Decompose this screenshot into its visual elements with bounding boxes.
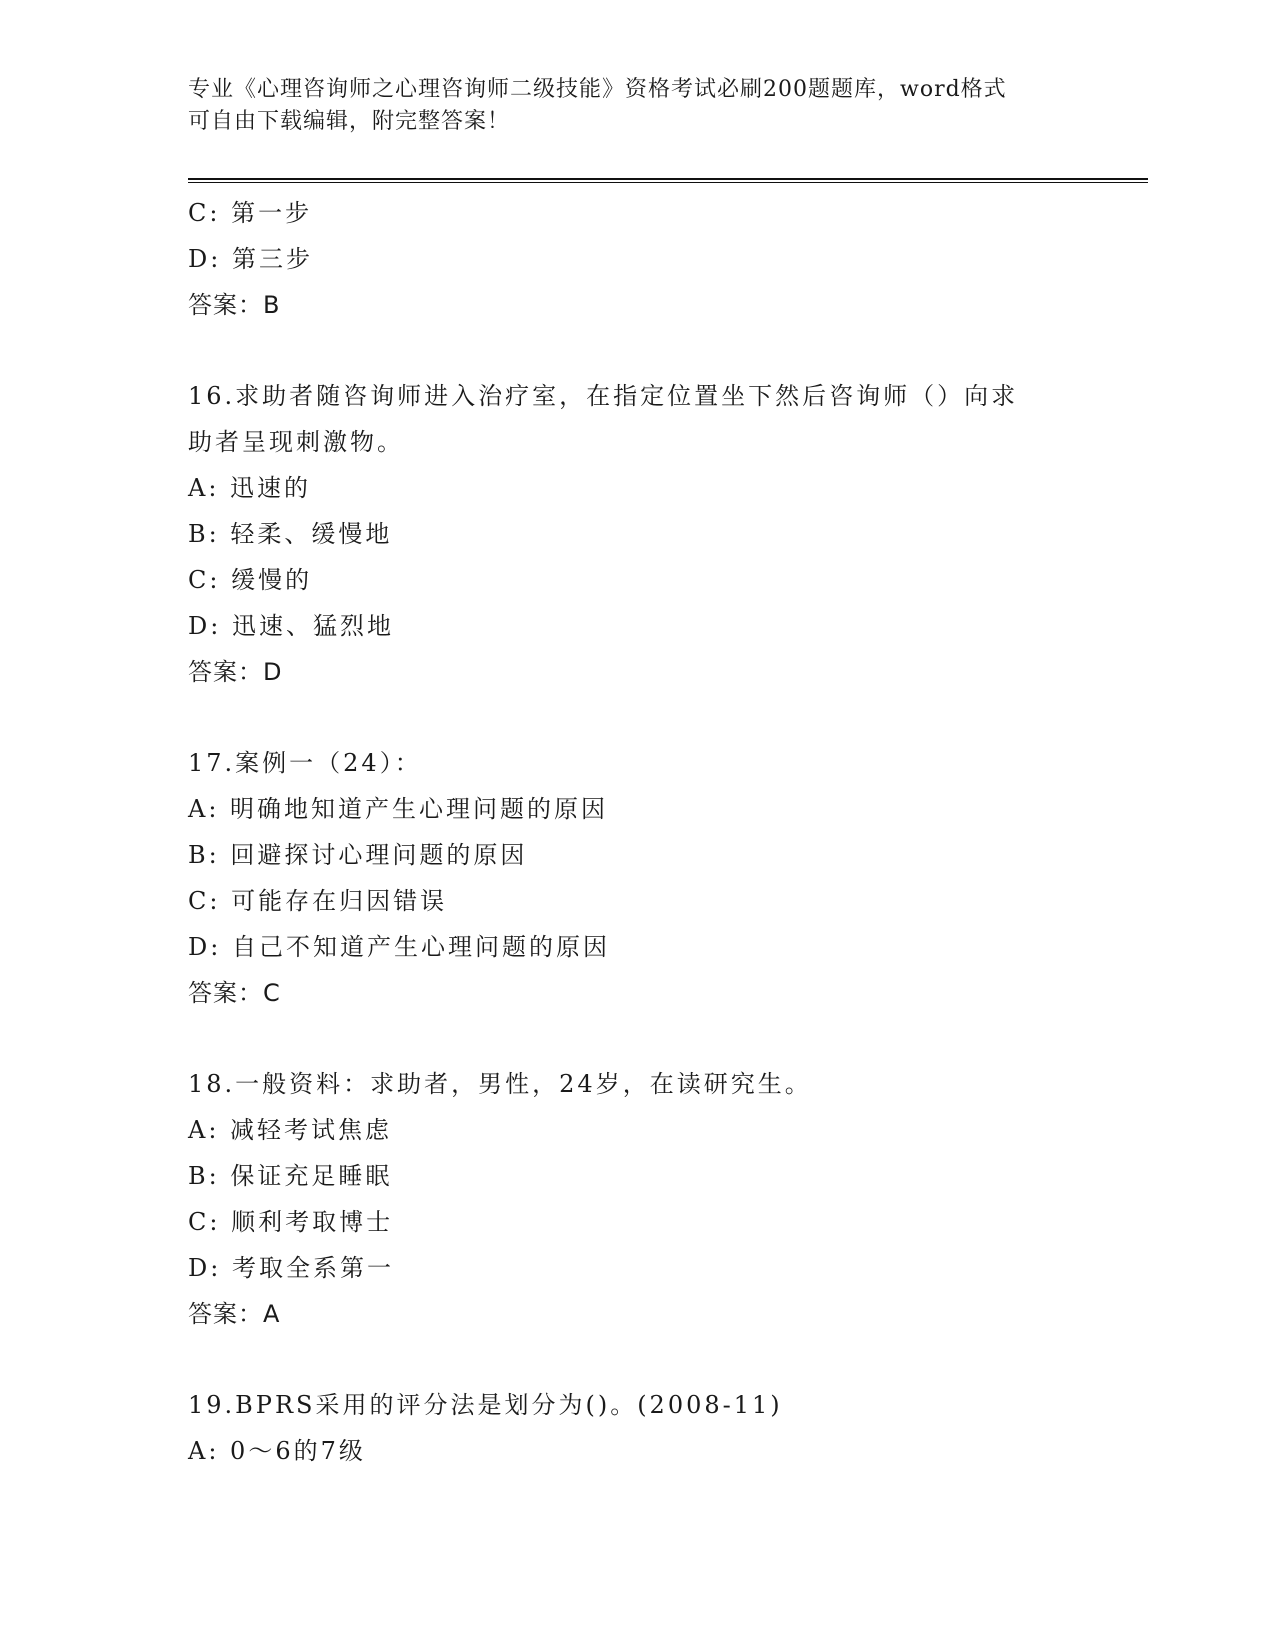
answer-label: 答案：B: [188, 291, 281, 319]
header-line-2: 可自由下载编辑，附完整答案！: [188, 109, 511, 134]
header-line-1: 专业《心理咨询师之心理咨询师二级技能》资格考试必刷200题题库，word格式: [188, 77, 1007, 102]
option-c: C: 顺利考取博士: [188, 1208, 394, 1236]
option-d: D: 迅速、猛烈地: [188, 612, 394, 640]
question-continued: [188, 190, 1088, 328]
option-d: D: 自己不知道产生心理问题的原因: [188, 933, 610, 961]
option-c: C: 第一步: [188, 199, 313, 227]
spacer: [188, 695, 1088, 740]
question-19: [188, 1382, 1088, 1474]
option-b: B: 轻柔、缓慢地: [188, 520, 393, 548]
header-divider: [188, 178, 1148, 183]
option-c: C: 缓慢的: [188, 566, 313, 594]
option-a: A: 迅速的: [188, 474, 312, 502]
question-stem-line-2: 助者呈现刺激物。: [188, 428, 404, 456]
question-stem-line-1: 16.求助者随咨询师进入治疗室，在指定位置坐下然后咨询师（）向求: [188, 382, 1019, 410]
option-b: B: 保证充足睡眠: [188, 1162, 393, 1190]
option-a: A: 0～6的7级: [188, 1437, 366, 1465]
option-a: A: 明确地知道产生心理问题的原因: [188, 795, 609, 823]
spacer: [188, 328, 1088, 373]
question-17: [188, 740, 1088, 1016]
question-stem-line-1: 17.案例一（24）：: [188, 749, 422, 777]
question-stem-line-1: 18.一般资料：求助者，男性，24岁，在读研究生。: [188, 1070, 812, 1098]
option-d: D: 第三步: [188, 245, 313, 273]
question-18: [188, 1061, 1088, 1337]
question-stem-line-1: 19.BPRS采用的评分法是划分为()。(2008-11): [188, 1391, 783, 1419]
spacer: [188, 1016, 1088, 1061]
answer-label: 答案：A: [188, 1300, 281, 1328]
question-list: [188, 190, 1088, 1474]
spacer: [188, 1337, 1088, 1382]
option-d: D: 考取全系第一: [188, 1254, 394, 1282]
option-b: B: 回避探讨心理问题的原因: [188, 841, 528, 869]
answer-label: 答案：D: [188, 658, 283, 686]
option-a: A: 减轻考试焦虑: [188, 1116, 393, 1144]
question-16: [188, 373, 1088, 695]
document-header: [188, 74, 1068, 138]
answer-label: 答案：C: [188, 979, 281, 1007]
option-c: C: 可能存在归因错误: [188, 887, 448, 915]
